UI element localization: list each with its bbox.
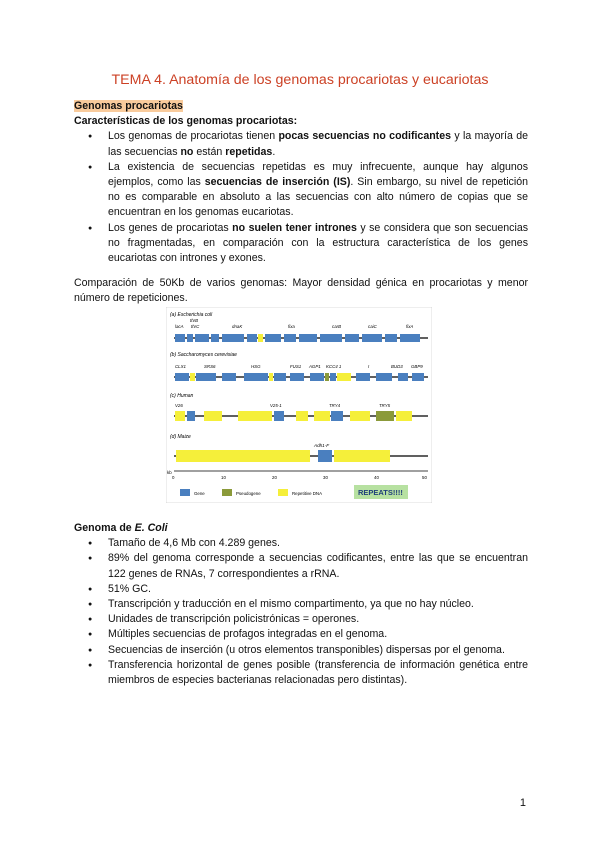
comparison-paragraph: Comparación de 50Kb de varios genomas: Mayor densidad génica en procariotas y menor número de repeticiones. xyxy=(74,277,528,305)
gene-label: dnaK xyxy=(232,324,243,329)
gene-label: BUD3 xyxy=(391,364,403,369)
gene-label: I xyxy=(368,364,370,369)
gene-label: carB xyxy=(332,324,342,329)
gene-label: fixA xyxy=(406,324,414,329)
gene-label: thrB xyxy=(190,318,199,323)
gene-label: lacA xyxy=(175,324,184,329)
section-ecoli xyxy=(74,521,528,688)
axis-tick: 10 xyxy=(221,475,226,480)
genome-figure-svg xyxy=(166,307,432,503)
gene-label: V26 xyxy=(175,403,183,408)
legend-label: Pseudogene xyxy=(236,491,261,496)
list-item: ● Múltiples secuencias de profagos integradas en el genoma. xyxy=(108,627,528,642)
page-title: TEMA 4. Anatomía de los genomas procariotas y eucariotas xyxy=(111,72,489,88)
list-item: ● La existencia de secuencias repetidas es muy infrecuente, aunque hay algunos ejemplos, como las secuencias de inserción (IS). Sin embargo, su nivel de repetición no es comparable en absoluto a las secuencias con alto número de copias que se encuentran en los genomas eucariotas. xyxy=(108,160,528,221)
axis-tick: 40 xyxy=(374,475,379,480)
gene-label: fixa xyxy=(288,324,295,329)
list-item: ● 51% GC. xyxy=(108,582,528,597)
section-heading: Genomas procariotas xyxy=(74,100,183,112)
section-heading: Genoma de E. Coli xyxy=(74,522,168,534)
list-item: ● Tamaño de 4,6 Mb con 4.289 genes. xyxy=(108,536,528,551)
repeats-callout: REPEATS!!!! xyxy=(358,488,403,497)
legend-label: Repetitive DNA xyxy=(292,491,323,496)
axis-tick: 20 xyxy=(272,475,277,480)
gene-label: KCC4 1 xyxy=(326,364,342,369)
yeast-genes xyxy=(175,373,424,381)
list-item: ● Los genomas de procariotas tienen pocas secuencias no codificantes y la mayoría de las secuencias no están repetidas. xyxy=(108,129,528,159)
list-item: ● Los genes de procariotas no suelen tener intrones y se considera que son secuencias no fragmentadas, en comparación con la estructura característica de los genes eucariotas con intrones y exones. xyxy=(108,221,528,267)
panel-label-human: (c) Human xyxy=(170,393,194,399)
panel-label-yeast: (b) Saccharomyces cerevisiae xyxy=(170,352,237,358)
gene-label: TRY4 xyxy=(329,403,341,408)
list-item: ● 89% del genoma corresponde a secuencias codificantes, entre las que se encuentran 122 genes de RNAs, 7 correspondientes a rRNA. xyxy=(108,551,528,581)
axis-unit: kb xyxy=(167,470,172,475)
panel-label-maize: (d) Maize xyxy=(170,434,191,440)
panel-label-ecoli: (a) Escherichia coli xyxy=(170,312,213,318)
gene-label: TRY5 xyxy=(379,403,391,408)
section-subheading: Características de los genomas procariotas: xyxy=(74,115,298,128)
gene-label: AGP1 xyxy=(309,364,321,369)
page-number: 1 xyxy=(519,797,526,809)
legend-swatch-gene xyxy=(180,489,190,496)
gene-label: GBP9 xyxy=(411,364,423,369)
list-item: ● Transferencia horizontal de genes posible (transferencia de información genética entre miembros de especies bacterianas relacionadas pero distintas). xyxy=(108,658,528,688)
axis-tick: 30 xyxy=(323,475,328,480)
prokaryote-bullet-list xyxy=(74,129,528,266)
gene-label: V25-1 xyxy=(270,403,282,408)
gene-label: CLX1 xyxy=(175,364,186,369)
genome-comparison-figure xyxy=(166,307,432,503)
axis-tick: 0 xyxy=(172,475,175,480)
legend-label: Gene xyxy=(194,491,205,496)
legend-swatch-pseudogene xyxy=(222,489,232,496)
ecoli-bullet-list xyxy=(74,536,528,688)
gene-label: caiC xyxy=(368,324,377,329)
gene-label: SRS6 xyxy=(204,364,216,369)
list-item: ● Transcripción y traducción en el mismo compartimento, ya que no hay núcleo. xyxy=(108,597,528,612)
section-prokaryotes xyxy=(74,99,528,317)
gene-label: Adh1-F xyxy=(314,443,330,448)
list-item: ● Secuencias de inserción (u otros elementos transponibles) dispersas por el genoma. xyxy=(108,643,528,658)
gene-label: HSG xyxy=(251,364,261,369)
gene-label: thrC xyxy=(191,324,200,329)
legend-swatch-repetitive xyxy=(278,489,288,496)
list-item: ● Unidades de transcripción policistrónicas = operones. xyxy=(108,612,528,627)
axis-tick: 50 xyxy=(422,475,427,480)
gene-label: FUS1 xyxy=(290,364,302,369)
